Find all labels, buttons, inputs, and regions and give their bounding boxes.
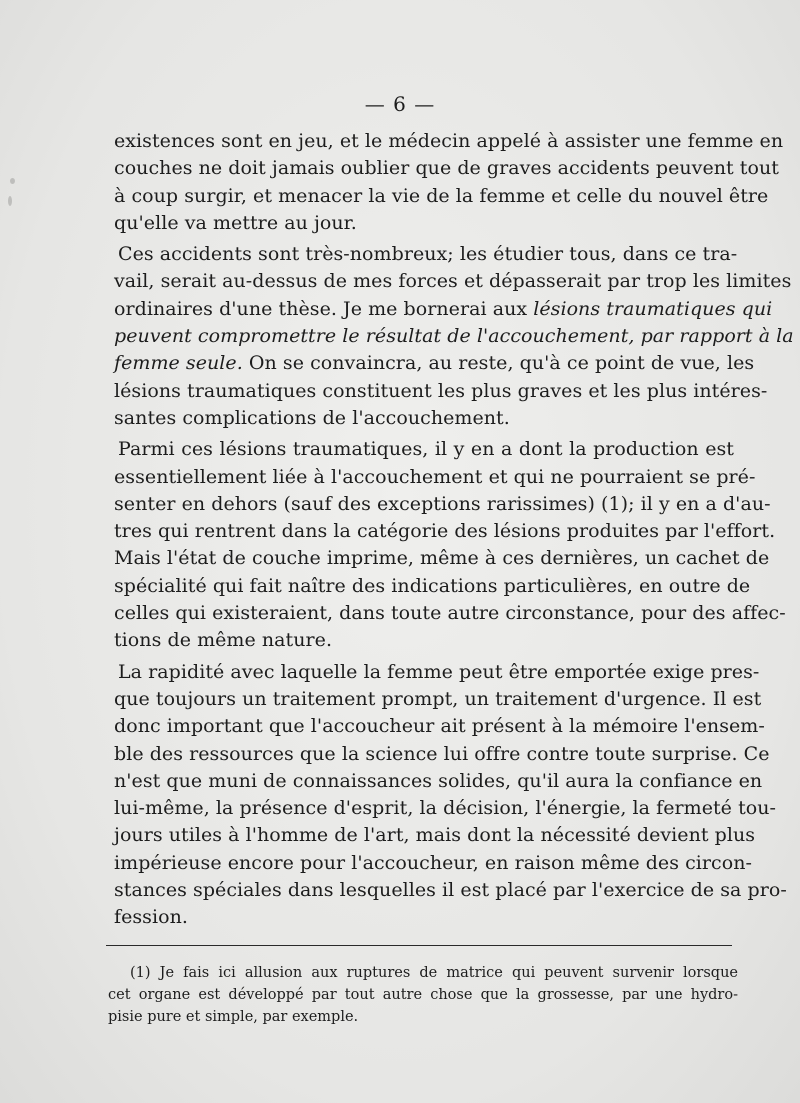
text-line: existences sont en jeu, et le médecin appelé à assister une femme en — [114, 130, 784, 152]
text-line: qu'elle va mettre au jour. — [114, 211, 357, 234]
text-line: n'est que muni de connaissances solides, qu'il aura la confiance en — [114, 769, 763, 792]
body-text — [114, 128, 794, 932]
text-line: fession. — [114, 906, 188, 929]
text-line: lui-même, la présence d'esprit, la décision, l'énergie, la fermeté tou- — [114, 797, 776, 820]
paper-blemish — [10, 178, 15, 184]
text-line: à coup surgir, et menacer la vie de la femme et celle du nouvel être — [114, 184, 769, 207]
text-line: vail, serait au-dessus de mes forces et dépasserait par trop les limites — [114, 270, 792, 293]
text-line: jours utiles à l'homme de l'art, mais dont la nécessité devient plus — [114, 824, 756, 847]
text-line: Mais l'état de couche imprime, même à ces dernières, un cachet de — [114, 547, 770, 570]
text-line-mixed — [114, 323, 794, 350]
text-line: tres qui rentrent dans la catégorie des lésions produites par l'effort. — [114, 520, 776, 543]
text-line-mixed — [114, 296, 773, 323]
paper-blemish — [8, 196, 12, 206]
text-line: que toujours un traitement prompt, un traitement d'urgence. Il est — [114, 687, 762, 710]
text-line: lésions traumatiques constituent les plus graves et les plus intéres- — [114, 379, 768, 402]
footnote-line: cet organe est développé par tout autre chose que la grossesse, par une hydro- — [108, 987, 738, 1003]
text-segment: ordinaires d'une thèse. Je me bornerai aux — [114, 297, 534, 320]
text-line: couches ne doit jamais oublier que de graves accidents peuvent tout — [114, 157, 779, 180]
text-line: Parmi ces lésions traumatiques, il y en a dont la production est — [118, 438, 734, 461]
footnote — [108, 962, 738, 1028]
paragraph-2 — [114, 241, 794, 432]
italic-segment: lésions traumatiques qui — [533, 297, 773, 320]
italic-segment: peuvent compromettre le résultat de l'accouchement, par rapport à la — [114, 325, 794, 348]
text-line: essentiellement liée à l'accouchement et qui ne pourraient se pré- — [114, 465, 756, 488]
text-line-mixed — [114, 350, 755, 377]
paragraph-4 — [114, 659, 787, 932]
italic-segment: femme seule. — [114, 352, 243, 375]
paragraph-3 — [114, 436, 786, 654]
page-number: — 6 — — [364, 92, 436, 116]
text-line: spécialité qui fait naître des indications particulières, en outre de — [114, 574, 751, 597]
text-line: Ces accidents sont très-nombreux; les étudier tous, dans ce tra- — [118, 243, 738, 266]
text-segment: On se convaincra, au reste, qu'à ce point de vue, les — [242, 352, 755, 375]
footnote-line: (1) Je fais ici allusion aux ruptures de matrice qui peuvent survenir lorsque — [130, 965, 738, 981]
paragraph-1 — [114, 128, 784, 237]
text-line: impérieuse encore pour l'accoucheur, en raison même des circon- — [114, 851, 752, 874]
text-line: ble des ressources que la science lui offre contre toute surprise. Ce — [114, 742, 770, 765]
text-line: senter en dehors (sauf des exceptions rarissimes) (1); il y en a d'au- — [114, 492, 771, 515]
text-line: santes complications de l'accouchement. — [114, 406, 510, 429]
footnote-line: pisie pure et simple, par exemple. — [108, 1009, 359, 1025]
text-line: stances spéciales dans lesquelles il est placé par l'exercice de sa pro- — [114, 879, 787, 902]
text-line: La rapidité avec laquelle la femme peut être emportée exige pres- — [118, 660, 760, 683]
text-line: tions de même nature. — [114, 629, 333, 652]
text-line: celles qui existeraient, dans toute autre circonstance, pour des affec- — [114, 602, 786, 625]
text-line: donc important que l'accoucheur ait présent à la mémoire l'ensem- — [114, 715, 765, 738]
footnote-separator — [106, 945, 732, 946]
